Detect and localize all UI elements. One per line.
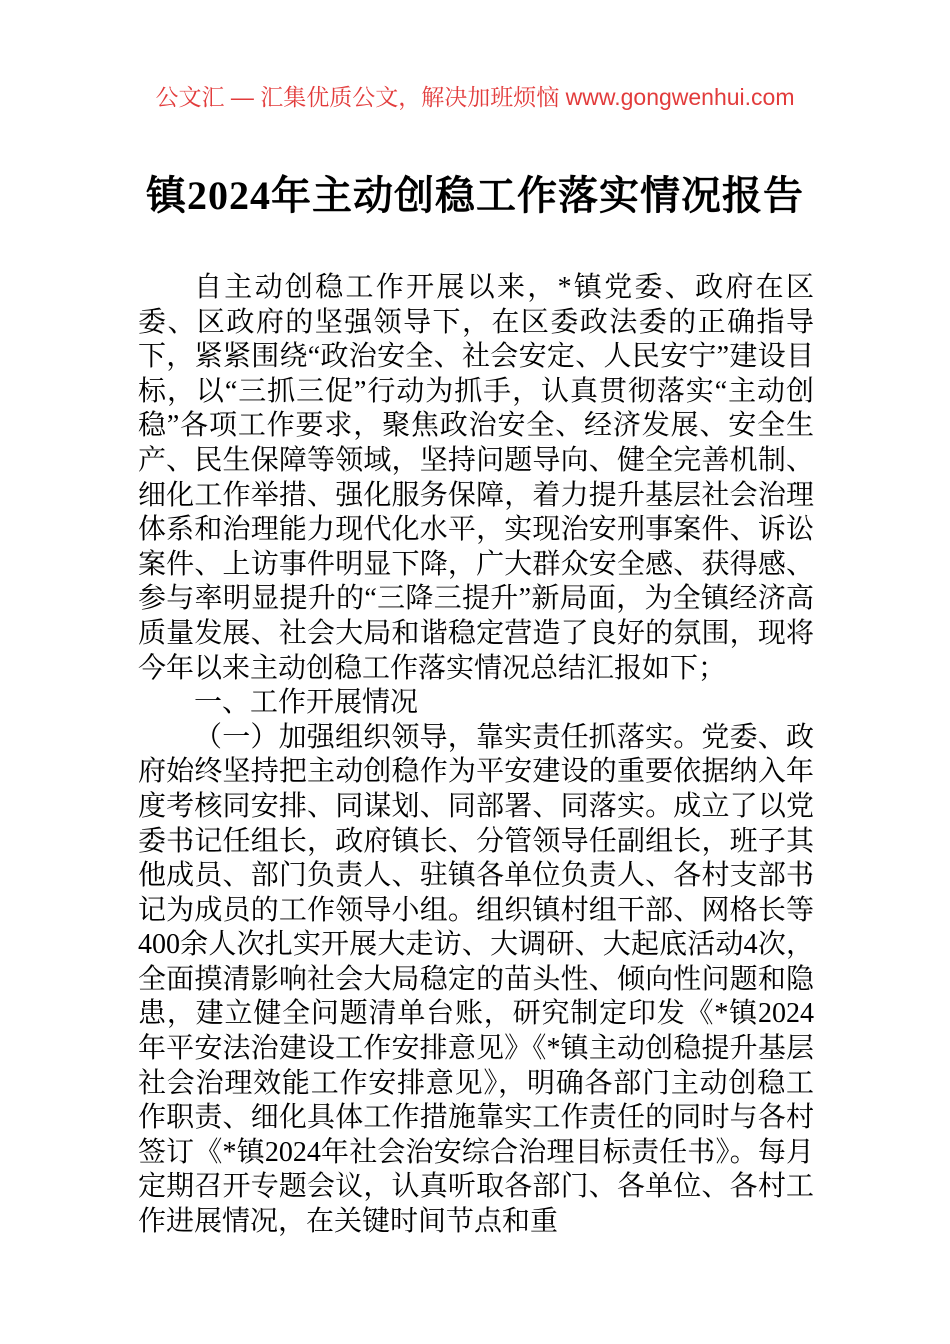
paragraph-intro: 自主动创稳工作开展以来，*镇党委、政府在区委、区政府的坚强领导下，在区委政法委的正确指导下，紧紧围绕“政治安全、社会安定、人民安宁”建设目标，以“三抓三促”行动为抓手，认真贯彻落实“主动创稳”各项工作要求，聚焦政治安全、经济发展、安全生产、民生保障等领域，坚持问题导向、健全完善机制、细化工作举措、强化服务保障，着力提升基层社会治理体系和治理能力现代化水平，实现治安刑事案件、诉讼案件、上访事件明显下降，广大群众安全感、获得感、参与率明显提升的“三降三提升”新局面，为全镇经济高质量发展、社会大局和谐稳定营造了良好的氛围，现将今年以来主动创稳工作落实情况总结汇报如下；: [138, 272, 814, 684]
paragraph-subsection-1: （一）加强组织领导，靠实责任抓落实。党委、政府始终坚持把主动创稳作为平安建设的重要依据纳入年度考核同安排、同谋划、同部署、同落实。成立了以党委书记任组长，政府镇长、分管领导任副组长，班子其他成员、部门负责人、驻镇各单位负责人、各村支部书记为成员的工作领导小组。组织镇村组干部、网格长等400余人次扎实开展大走访、大调研、大起底活动4次，全面摸清影响社会大局稳定的苗头性、倾向性问题和隐患，建立健全问题清单台账，研究制定印发《*镇2024年平安法治建设工作安排意见》《*镇主动创稳提升基层社会治理效能工作安排意见》，明确各部门主动创稳工作职责、细化具体工作措施靠实工作责任的同时与各村签订《*镇2024年社会治安综合治理目标责任书》。每月定期召开专题会议，认真听取各部门、各单位、各村工作进展情况，在关键时间节点和重: [138, 721, 814, 1238]
document-body: [138, 271, 814, 1240]
section-heading-work-progress: 一、工作开展情况: [194, 687, 419, 719]
document-title: 镇2024年主动创稳工作落实情况报告: [146, 173, 804, 218]
site-watermark: 公文汇 — 汇集优质公文，解决加班烦恼 www.gongwenhui.com: [155, 84, 795, 110]
